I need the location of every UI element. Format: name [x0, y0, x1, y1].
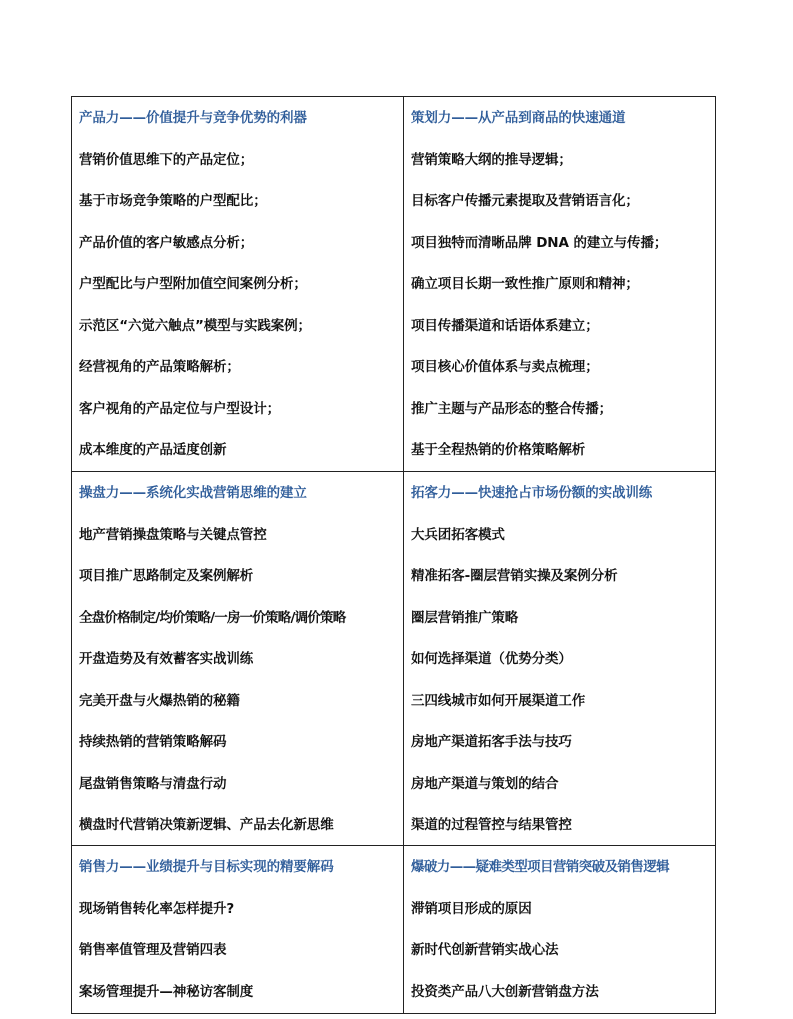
list-item: 户型配比与户型附加值空间案例分析； — [79, 276, 307, 292]
section-heading: 产品力——价值提升与竞争优势的利器 — [79, 110, 307, 126]
list-item: 现场销售转化率怎样提升? — [79, 900, 235, 917]
section-heading: 销售力——业绩提升与目标实现的精要解码 — [79, 859, 334, 875]
list-item: 经营视角的产品策略解析； — [79, 359, 240, 375]
list-item: 精准拓客-圈层营销实操及案例分析 — [411, 568, 618, 584]
list-item: 确立项目长期一致性推广原则和精神； — [411, 276, 639, 292]
list-item: 基于全程热销的价格策略解析 — [411, 442, 586, 458]
list-item: 项目独特而清晰品牌 DNA 的建立与传播； — [411, 234, 668, 251]
section-operation — [72, 472, 404, 846]
course-table — [71, 96, 716, 1014]
list-item: 房地产渠道与策划的结合 — [411, 775, 559, 792]
list-item: 全盘价格制定/均价策略/一房一价策略/调价策略 — [79, 609, 346, 626]
list-item: 圈层营销推广策略 — [411, 609, 519, 626]
list-item: 营销价值思维下的产品定位； — [79, 151, 254, 168]
section-heading: 操盘力——系统化实战营销思维的建立 — [79, 485, 307, 501]
list-item: 销售率值管理及营销四表 — [79, 942, 227, 958]
list-item: 三四线城市如何开展渠道工作 — [411, 692, 586, 709]
section-sales — [72, 846, 404, 1013]
section-heading: 策划力——从产品到商品的快速通道 — [411, 110, 626, 126]
list-item: 开盘造势及有效蓄客实战训练 — [79, 651, 254, 667]
list-item: 项目传播渠道和话语体系建立； — [411, 317, 599, 334]
list-item: 示范区“六觉六触点”模型与实践案例； — [79, 317, 311, 334]
section-heading: 拓客力——快速抢占市场份额的实战训练 — [411, 485, 653, 501]
list-item: 投资类产品八大创新营销盘方法 — [411, 983, 599, 1000]
list-item: 成本维度的产品适度创新 — [79, 442, 227, 458]
list-item: 项目推广思路制定及案例解析 — [79, 568, 254, 584]
list-item: 案场管理提升—神秘访客制度 — [79, 983, 254, 1000]
section-heading: 爆破力——疑难类型项目营销突破及销售逻辑 — [411, 859, 669, 875]
section-breakthrough — [404, 846, 715, 1013]
list-item: 营销策略大纲的推导逻辑； — [411, 151, 572, 168]
list-item: 完美开盘与火爆热销的秘籍 — [79, 692, 240, 709]
list-item: 渠道的过程管控与结果管控 — [411, 817, 572, 833]
list-item: 滞销项目形成的原因 — [411, 900, 532, 917]
list-item: 横盘时代营销决策新逻辑、产品去化新思维 — [79, 817, 334, 833]
list-item: 持续热销的营销策略解码 — [79, 734, 227, 750]
list-item: 大兵团拓客模式 — [411, 526, 505, 543]
list-item: 目标客户传播元素提取及营销语言化； — [411, 193, 639, 209]
list-item: 新时代创新营销实战心法 — [411, 942, 559, 958]
list-item: 项目核心价值体系与卖点梳理； — [411, 359, 599, 375]
list-item: 尾盘销售策略与清盘行动 — [79, 775, 227, 792]
list-item: 客户视角的产品定位与户型设计； — [79, 400, 280, 417]
list-item: 产品价值的客户敏感点分析； — [79, 234, 254, 251]
list-item: 基于市场竞争策略的户型配比； — [79, 193, 267, 209]
section-planning — [404, 97, 715, 472]
list-item: 推广主题与产品形态的整合传播； — [411, 400, 612, 417]
section-product — [72, 97, 404, 472]
list-item: 地产营销操盘策略与关键点管控 — [79, 526, 267, 543]
section-customer-expansion — [404, 472, 715, 846]
list-item: 房地产渠道拓客手法与技巧 — [411, 734, 572, 750]
list-item: 如何选择渠道（优势分类） — [411, 651, 572, 667]
